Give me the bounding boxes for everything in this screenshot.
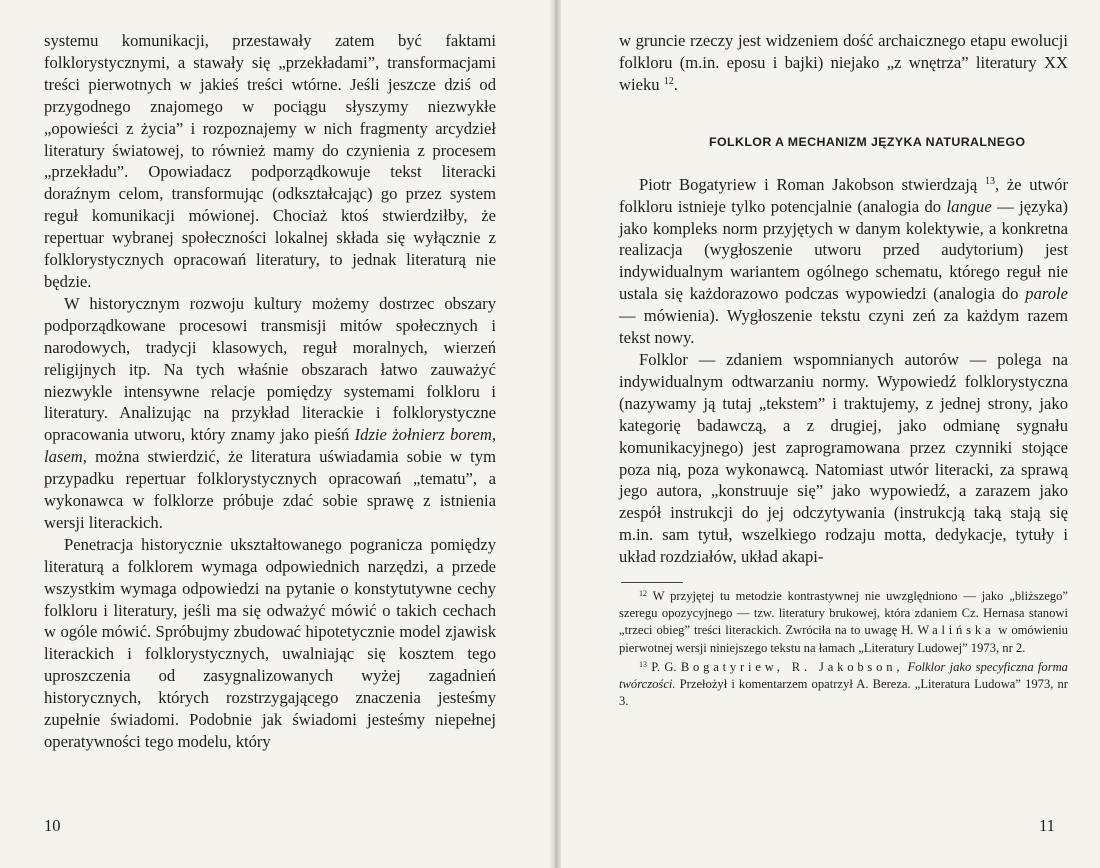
right-paragraph-2-a: Piotr Bogatyriew i Roman Jakobson stwierdzają <box>639 174 985 194</box>
right-page <box>561 0 1100 868</box>
page-number-right: 11 <box>1039 816 1055 835</box>
left-paragraph-1: systemu komunikacji, przestawały zatem być faktami folklorystycznymi, a stawały się „przekładami”, transformacjami treści pierwotnych w jakieś treści wtórne. Jeśli jeszcze dziś od przygodnego znajomego w pociągu słyszymy niezwykłe „opowieści z życia” i rozpoznajemy w nich fragmenty arcydzieł literatury światowej, to również mamy do czynienia z procesem „przekładu”. Opowiadacz podporządkowuje tekst literacki doraźnym celom, transformując (odkształcając) go przez system reguł komunikacji mówionej. Chociaż ktoś stwierdziłby, że repertuar wybranej społeczności lokalnej składa się wyłącznie z folklorystycznych opracowań literatury, to jednak literaturą nie będzie. <box>44 31 496 291</box>
page-number-left: 10 <box>44 816 61 835</box>
left-paragraph-2-rest: , można stwierdzić, że literatura uświadamia sobie w tym przypadku repertuar folklorystycznych opracowań „tematu”, a wykonawca w folklorze próbuje zdać sobie sprawę z istnienia wersji literackich. <box>44 447 496 532</box>
footnote-12-author: Walińska <box>917 623 995 638</box>
right-paragraph-2-d: — mówienia). Wygłoszenie tekstu czyni zeń za każdym razem tekst nowy. <box>619 306 1068 348</box>
footnote-rule <box>621 582 683 583</box>
term-parole: parole <box>1025 284 1068 304</box>
footnote-12-text-end: w omówieniu pierwotnej wersji niniejszego tekstu na łamach „Literatury Ludowej” 1973, nr 2. <box>619 623 1068 655</box>
right-paragraph-1-end: . <box>673 74 678 94</box>
footnote-12 <box>619 588 1068 657</box>
footnote-13-text-end: Przełożył i komentarzem opatrzył A. Bereza. „Literatura Ludowa” 1973, nr 3. <box>619 677 1068 709</box>
footnote-12-number: 12 <box>639 589 647 599</box>
right-paragraph-3: Folklor — zdaniem wspomnianych autorów — polega na indywidualnym odtwarzaniu normy. Wypowiedź folklorystyczna (nazywamy ją tutaj „tekstem” i traktujemy, z jednej strony, jako kategorię badawczą, a z drugiej, jako odmianę sygnału komunikacyjnego) jest zaprogramowana przez czynniki stojące poza nią, poza wykonawcą. Natomiast utwór literacki, za sprawą jego autora, „konstruuje się” jako wypowiedź, a zarazem jako zespół instrukcji do jej odczytywania (instrukcją taką stają się m.in. sam tytuł, wszelkiego rodzaju motta, dedykacje, tytuły i układ rozdziałów, układ akapi- <box>619 349 1068 567</box>
right-paragraph-2-b: , że utwór folkloru istnieje tylko potencjalnie (analogia do <box>619 174 1068 216</box>
footnote-13-initials: P. G. <box>647 659 681 674</box>
left-paragraph-2-text: W historycznym rozwoju kultury możemy dostrzec obszary podporządkowane procesowi transmisji mitów społecznych i narodowych, tradycji klasowych, reguł moralnych, wierzeń religijnych itp. Na tych właśnie obszarach łatwo zauważyć niezwykle intensywne relacje pomiędzy systemami folkloru i literatury. Analizując na przykład literackie i folklorystyczne opracowania utworu, który znamy jako pieśń <box>44 293 496 445</box>
footnotes <box>619 582 1068 710</box>
left-paragraph-3: Penetracja historycznie ukształtowanego pogranicza pomiędzy literaturą a folklorem wymaga odpowiednich narzędzi, a przede wszystkim wymaga odpowiedzi na pytanie o konstytutywne cechy folkloru i literatury, jeśli ma się odważyć mówić o takich cechach w ogóle mówić. Spróbujmy zbudować hipotetycznie model zjawisk literackich i folklorystycznych, uwalniając się kosztem tego uproszczenia od zasygnalizowanych wyżej zagadnień historycznych, których rozstrzygającego znaczenia jesteśmy zupełnie świadomi. Podobnie jak świadomi jesteśmy niepełnej operatywności tego modelu, który <box>44 534 496 751</box>
song-title: Idzie żołnierz borem, lasem <box>44 425 496 467</box>
left-paragraph-2 <box>44 293 496 534</box>
right-text-column <box>619 30 1068 712</box>
footnote-13 <box>619 659 1068 711</box>
right-paragraph-2-c: — języka) jako kompleks norm przyjętych w danym kolektywie, a konkretna realizacja (wygłoszenie utworu przed audytorium) jest indywidualnym wariantem ogólnego schematu, którego reguł nie ustala się każdorazowo podczas wypowiedzi (analogia do <box>619 196 1068 304</box>
footnote-12-text: W przyjętej tu metodzie kontrastywnej nie uwzględniono — jako „bliższego” szeregu opozycyjnego — tzw. literatury brukowej, która zdaniem Cz. Hernasa stanowi „trzeci obieg” treści literackich. Zwróciła na to uwagę H. <box>619 589 1068 638</box>
right-paragraph-1 <box>619 30 1068 96</box>
right-paragraph-1-text: w gruncie rzeczy jest widzeniem dość archaicznego etapu ewolucji folkloru (m.in. eposu i bajki) niejako „z wnętrza” literatury XX wieku <box>619 31 1068 94</box>
footnote-ref-13: 13 <box>984 175 995 187</box>
footnote-13-number: 13 <box>639 659 647 669</box>
right-paragraph-2 <box>619 174 1068 349</box>
book-gutter <box>549 0 561 868</box>
footnote-ref-12: 12 <box>663 75 674 87</box>
term-langue: langue <box>946 196 992 216</box>
section-heading: FOLKLOR A MECHANIZM JĘZYKA NATURALNEGO <box>709 134 1026 149</box>
left-text-column <box>44 30 496 753</box>
footnote-13-authors: Bogatyriew, R. Jakobson, <box>680 659 904 674</box>
footnote-13-title: Folklor jako specyficzna forma twórczości. <box>619 659 1068 692</box>
left-page <box>0 0 549 868</box>
